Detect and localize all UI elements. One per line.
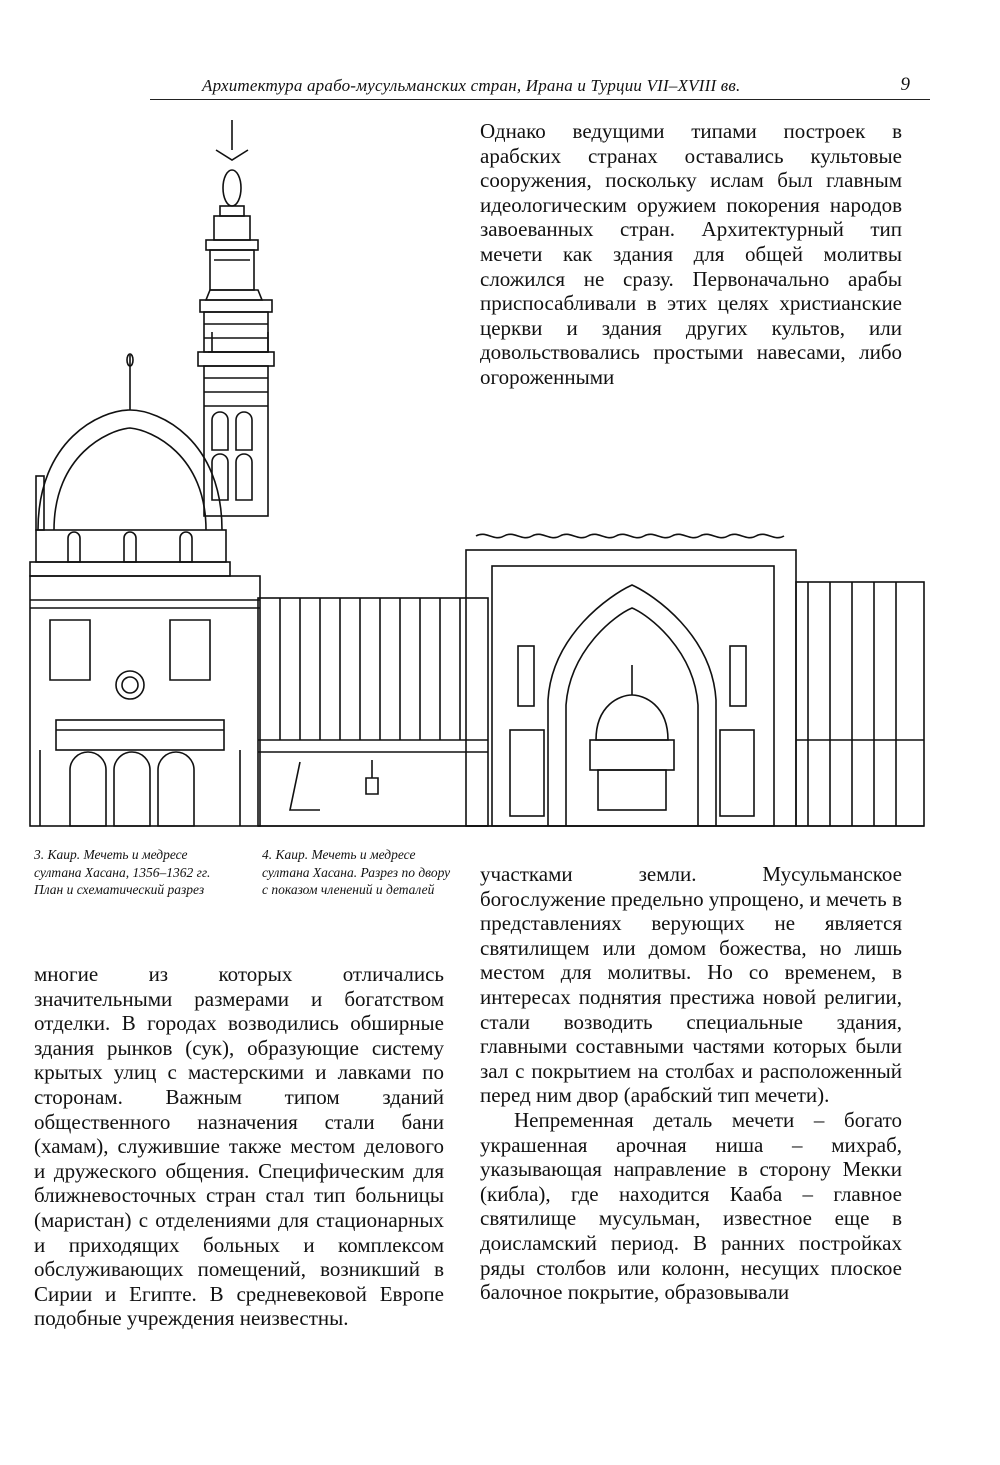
page-header <box>150 70 930 100</box>
madrasa-section <box>30 576 260 826</box>
running-title: Архитектура арабо-мусульманских стран, Ирана и Турции VII–XVIII вв. <box>202 76 741 95</box>
dome <box>30 354 230 576</box>
body-text-right-top: Однако ведущими типами построек в арабских странах оставались культовые сооружения, поскольку ислам был главным идеологическим оружием покорения народов завоеванных стран. Архитектурный тип мечети как здания для общей молитвы сложился не сразу. Первоначально арабы приспосабливали в этих целях христианские церкви и здания других культов, или довольствовались простыми навесами, либо огороженными <box>480 119 902 389</box>
figure-caption-4: 4. Каир. Мечеть и медресе султана Хасана. Разрез по двору с показом членений и деталей <box>262 847 451 898</box>
paragraph-mihrab: Непременная деталь мечети – богато украшенная арочная ниша – михраб, указывающая направление в сторону Мекки (кибла), где находится Кааба – главное святилище мусульман, известное еще в доисламский период. В ранних постройках ряды столбов или колонн, несущих плоское балочное покрытие, образовывали <box>480 1107 902 1305</box>
courtyard-arcade <box>258 598 488 826</box>
page-number: 9 <box>900 74 910 95</box>
body-text-right-bottom <box>480 862 902 1305</box>
body-text-left-bottom: многие из которых отличались значительными размерами и богатством отделки. В городах возводились обширные здания рынков (сук), образующие систему крытых улиц с мастерскими и лавками по сторонам. Важным типом зданий общественного назначения стали бани (хамам), служившие также местом делового и дружеского общения. Специфическим для ближневосточных стран стал тип больницы (маристан) с отделениями для стационарных и приходящих больных и комплексом обслуживающих помещений, возникший в Сирии и Египте. В средневековой Европе подобные учреждения неизвестны. <box>34 962 444 1331</box>
iwan-section <box>466 534 796 826</box>
minaret <box>198 120 274 516</box>
figure-caption-3: 3. Каир. Мечеть и медресе султана Хасана, 1356–1362 гг. План и схематический разрез <box>34 847 211 898</box>
paragraph-prayer: участками земли. Мусульманское богослужение предельно упрощено, и мечеть в представлениях верующих не является святилищем или домом божества, но лишь местом для молитвы. Но со временем, в интересах поднятия престижа новой религии, стали возводить специальные здания, главными составными частями которых были зал с покрытием на столбах и расположенный перед ним двор (арабский тип мечети). <box>480 862 902 1108</box>
header-rule <box>150 99 930 100</box>
right-arcade <box>796 582 924 826</box>
